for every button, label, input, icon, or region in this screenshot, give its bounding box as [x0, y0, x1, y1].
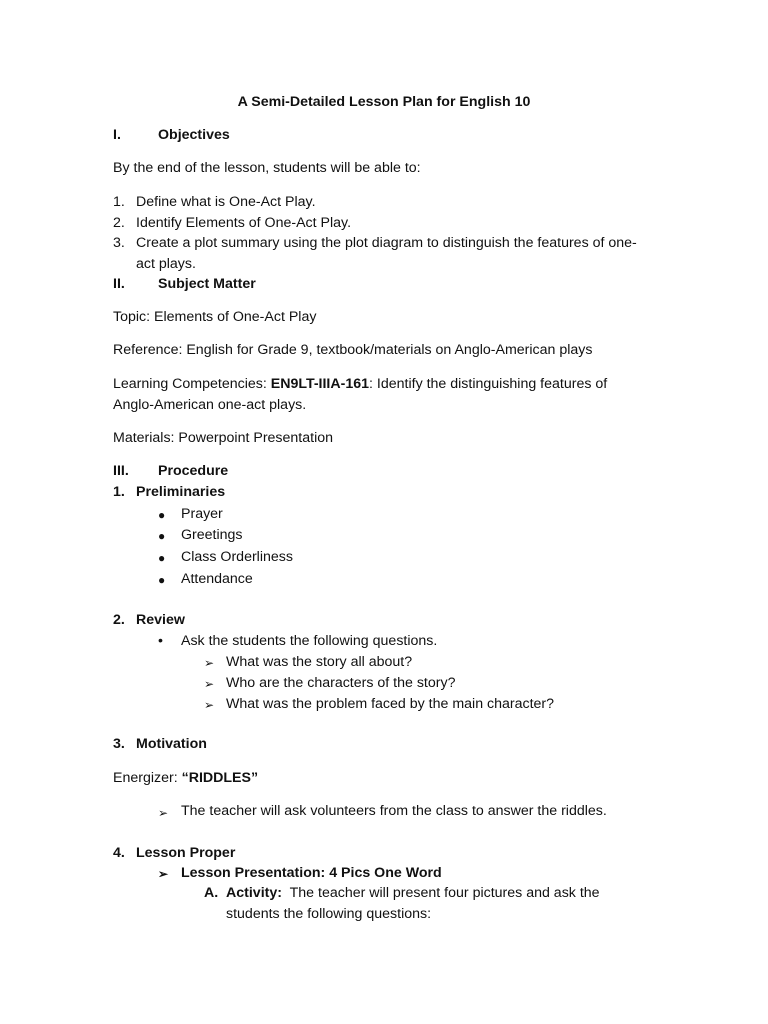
list-item: Greetings [181, 527, 243, 543]
activity-line [226, 885, 600, 902]
arrow-bullet-icon: ➢ [204, 698, 215, 712]
reference-line: Reference: English for Grade 9, textbook/materials on Anglo-American plays [113, 342, 593, 358]
objective-item: Define what is One-Act Play. [136, 194, 316, 210]
competencies-label: Learning Competencies: [113, 376, 271, 392]
section-heading-objectives: Objectives [158, 127, 230, 143]
question-item: What was the story all about? [226, 654, 413, 670]
procedure-step-number: 1. [113, 484, 125, 500]
competencies-line [113, 376, 607, 393]
arrow-bullet-icon: ➢ [158, 806, 169, 820]
competencies-code: EN9LT-IIIA-161 [270, 376, 370, 392]
list-item: Attendance [181, 571, 253, 587]
procedure-step-heading: Preliminaries [136, 484, 226, 500]
objective-number: 2. [113, 215, 125, 231]
section-numeral-objectives: I. [113, 127, 121, 143]
energizer-value: “RIDDLES” [181, 770, 259, 786]
lesson-presentation: Lesson Presentation: 4 Pics One Word [181, 865, 442, 881]
competencies-text: : Identify the distinguishing features of [369, 376, 608, 392]
bullet-icon: ● [158, 573, 166, 587]
objective-number: 1. [113, 194, 125, 210]
activity-letter: A. [204, 885, 219, 901]
bullet-icon: ● [158, 551, 166, 565]
procedure-step-heading: Review [136, 612, 185, 628]
arrow-bullet-icon: ➢ [158, 867, 169, 881]
section-numeral-procedure: III. [113, 463, 129, 479]
section-heading-subject-matter: Subject Matter [158, 276, 256, 292]
objective-item: Identify Elements of One-Act Play. [136, 215, 352, 231]
question-item: What was the problem faced by the main character? [226, 696, 555, 712]
list-item: Prayer [181, 506, 223, 522]
bullet-icon: ● [158, 508, 166, 522]
arrow-bullet-icon: ➢ [204, 656, 215, 670]
topic-line: Topic: Elements of One-Act Play [113, 309, 317, 325]
activity-continued: students the following questions: [226, 906, 432, 922]
objectives-intro: By the end of the lesson, students will be able to: [113, 160, 421, 176]
energizer-line [113, 770, 258, 787]
materials-line: Materials: Powerpoint Presentation [113, 430, 334, 446]
arrow-bullet-icon: ➢ [204, 677, 215, 691]
procedure-step-number: 4. [113, 845, 125, 861]
procedure-step-number: 2. [113, 612, 125, 628]
list-item: Ask the students the following questions. [181, 633, 438, 649]
motivation-instruction: The teacher will ask volunteers from the class to answer the riddles. [181, 803, 607, 819]
competencies-continued: Anglo-American one-act plays. [113, 397, 307, 413]
objective-item-continued: act plays. [136, 256, 196, 272]
procedure-step-number: 3. [113, 736, 125, 752]
procedure-step-heading: Lesson Proper [136, 845, 236, 861]
activity-label: Activity: [226, 885, 282, 901]
procedure-step-heading: Motivation [136, 736, 207, 752]
section-heading-procedure: Procedure [158, 463, 229, 479]
list-item: Class Orderliness [181, 549, 293, 565]
objective-number: 3. [113, 235, 125, 251]
document-title: A Semi-Detailed Lesson Plan for English 10 [237, 94, 531, 110]
section-numeral-subject-matter: II. [113, 276, 125, 292]
activity-text: The teacher will present four pictures and ask the [289, 885, 600, 901]
objective-item: Create a plot summary using the plot diagram to distinguish the features of one- [136, 235, 637, 251]
bullet-icon: ● [158, 529, 166, 543]
energizer-label: Energizer: [113, 770, 182, 786]
question-item: Who are the characters of the story? [226, 675, 456, 691]
bullet-icon: • [158, 633, 163, 649]
